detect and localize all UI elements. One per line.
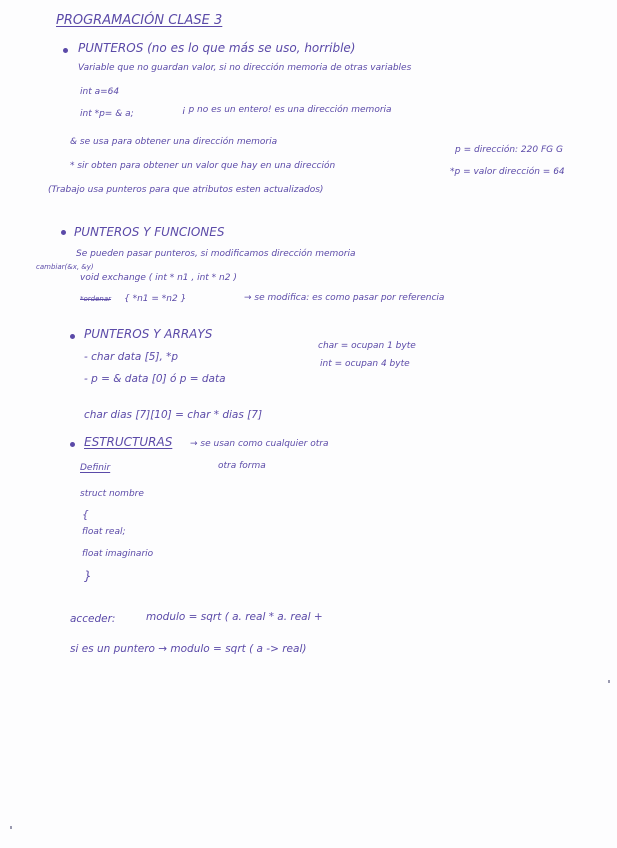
- access-expression: modulo = sqrt ( a. real * a. real +: [146, 611, 323, 623]
- function-body: { *n1 = *n2 }: [124, 294, 187, 304]
- code-line: char dias [7][10] = char * dias [7]: [84, 409, 263, 421]
- code-line: - p = & data [0] ó p = data: [84, 373, 226, 385]
- struct-line: float imaginario: [82, 549, 154, 559]
- section-punteros-heading: PUNTEROS (no es lo que más se uso, horrible): [78, 41, 356, 55]
- punteros-note: ¡ p no es un entero! es una dirección memoria: [182, 105, 392, 115]
- estructuras-note: → se usan como cualquier otra: [190, 439, 329, 449]
- struct-line: }: [84, 569, 92, 583]
- star-note: * sir obten para obtener un valor que hay en una dirección: [70, 161, 336, 171]
- struct-line: {: [82, 509, 89, 521]
- section-arrays-heading: PUNTEROS Y ARRAYS: [84, 327, 213, 341]
- reference-note: → se modifica: es como pasar por referencia: [244, 293, 445, 303]
- define-label: Definir: [80, 463, 111, 473]
- bullet-dot: [70, 334, 75, 339]
- struct-line: struct nombre: [80, 489, 144, 499]
- section-funciones-heading: PUNTEROS Y FUNCIONES: [74, 225, 225, 239]
- section-estructuras-heading: ESTRUCTURAS: [84, 435, 173, 449]
- scratched-word: *ordenar: [80, 295, 112, 303]
- call-example: cambiar(&x, &y): [36, 263, 94, 271]
- char-size-note: char = ocupan 1 byte: [318, 341, 416, 351]
- pointer-access: si es un puntero → modulo = sqrt ( a -> real): [70, 643, 307, 655]
- bullet-dot: [61, 230, 66, 235]
- estructuras-note-2: otra forma: [218, 461, 266, 471]
- code-line: int *p= & a;: [80, 109, 134, 119]
- access-label: acceder:: [70, 613, 116, 625]
- scan-mark: [10, 826, 12, 829]
- funciones-text: Se pueden pasar punteros, si modificamos dirección memoria: [76, 249, 356, 259]
- struct-line: float real;: [82, 527, 126, 537]
- page-title: PROGRAMACIÓN CLASE 3: [56, 13, 223, 28]
- int-size-note: int = ocupan 4 byte: [320, 359, 410, 369]
- bullet-dot: [70, 442, 75, 447]
- ampersand-note: & se usa para obtener una dirección memoria: [70, 137, 278, 147]
- punteros-definition: Variable que no guardan valor, si no dirección memoria de otras variables: [78, 63, 412, 73]
- bullet-dot: [63, 48, 68, 53]
- code-line: - char data [5], *p: [84, 351, 179, 363]
- work-note: (Trabajo usa punteros para que atributos esten actualizados): [48, 185, 324, 195]
- value-note: *p = valor dirección = 64: [450, 167, 565, 177]
- scan-mark: [608, 680, 610, 683]
- function-signature: void exchange ( int * n1 , int * n2 ): [80, 273, 237, 283]
- code-line: int a=64: [80, 87, 120, 97]
- address-note: p = dirección: 220 FG G: [455, 145, 563, 155]
